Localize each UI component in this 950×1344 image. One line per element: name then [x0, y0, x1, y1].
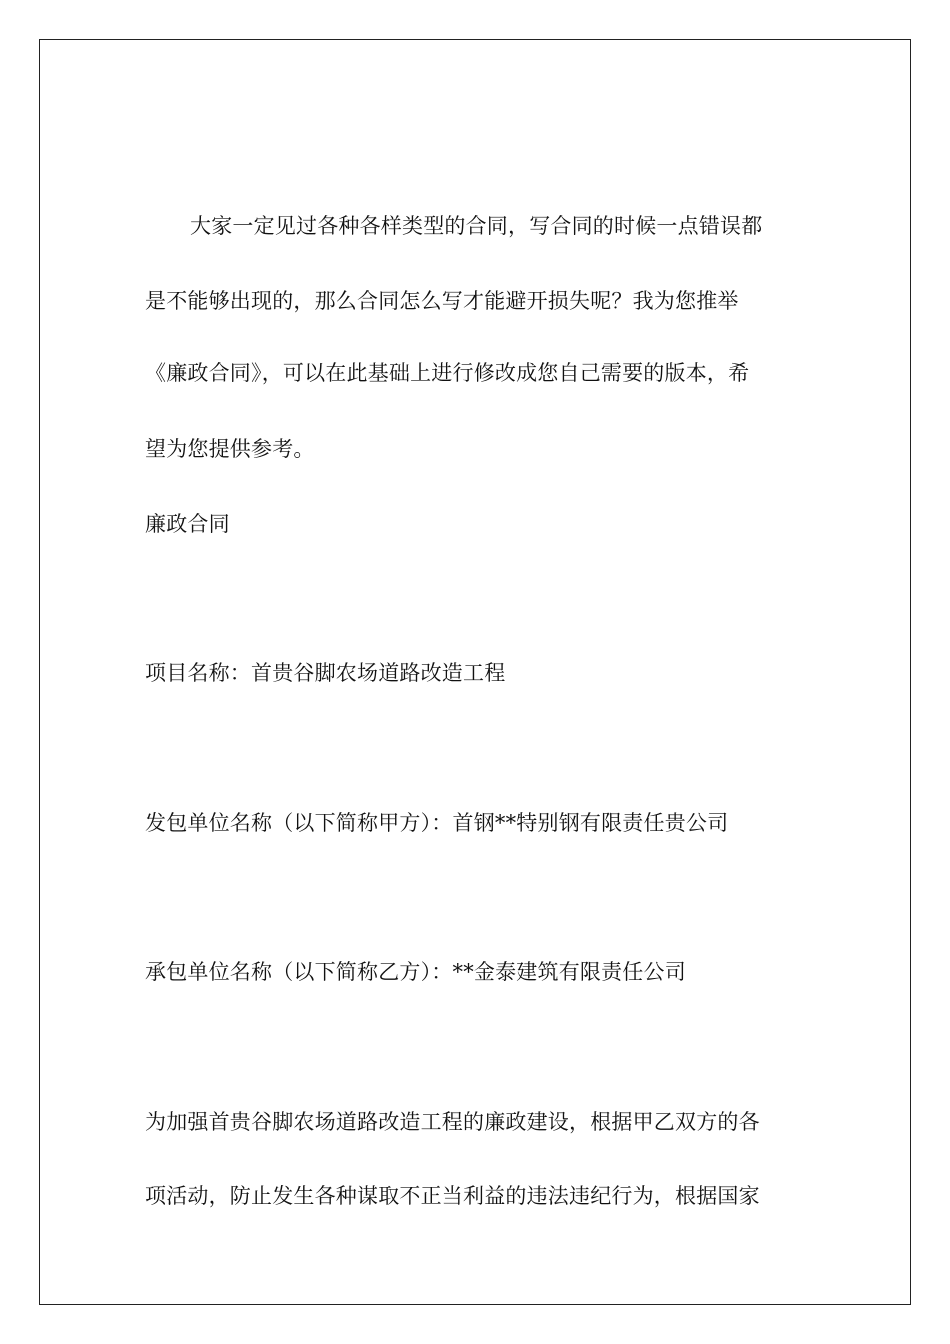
contract-title: 廉政合同 — [145, 512, 230, 536]
intro-line-1: 大家一定见过各种各样类型的合同，写合同的时候一点错误都 — [190, 214, 763, 238]
project-name: 项目名称：首贵谷脚农场道路改造工程 — [145, 661, 506, 685]
party-b: 承包单位名称（以下简称乙方）：**金泰建筑有限责任公司 — [145, 960, 686, 984]
body-line-2: 项活动，防止发生各种谋取不正当利益的违法违纪行为，根据国家 — [145, 1184, 760, 1208]
intro-line-3: 《廉政合同》，可以在此基础上进行修改成您自己需要的版本，希 — [145, 361, 750, 385]
intro-line-2: 是不能够出现的，那么合同怎么写才能避开损失呢？我为您推举 — [145, 289, 739, 313]
intro-line-4: 望为您提供参考。 — [145, 437, 315, 461]
party-a: 发包单位名称（以下简称甲方）：首钢**特别钢有限责任贵公司 — [145, 811, 729, 835]
body-line-1: 为加强首贵谷脚农场道路改造工程的廉政建设，根据甲乙双方的各 — [145, 1110, 760, 1134]
